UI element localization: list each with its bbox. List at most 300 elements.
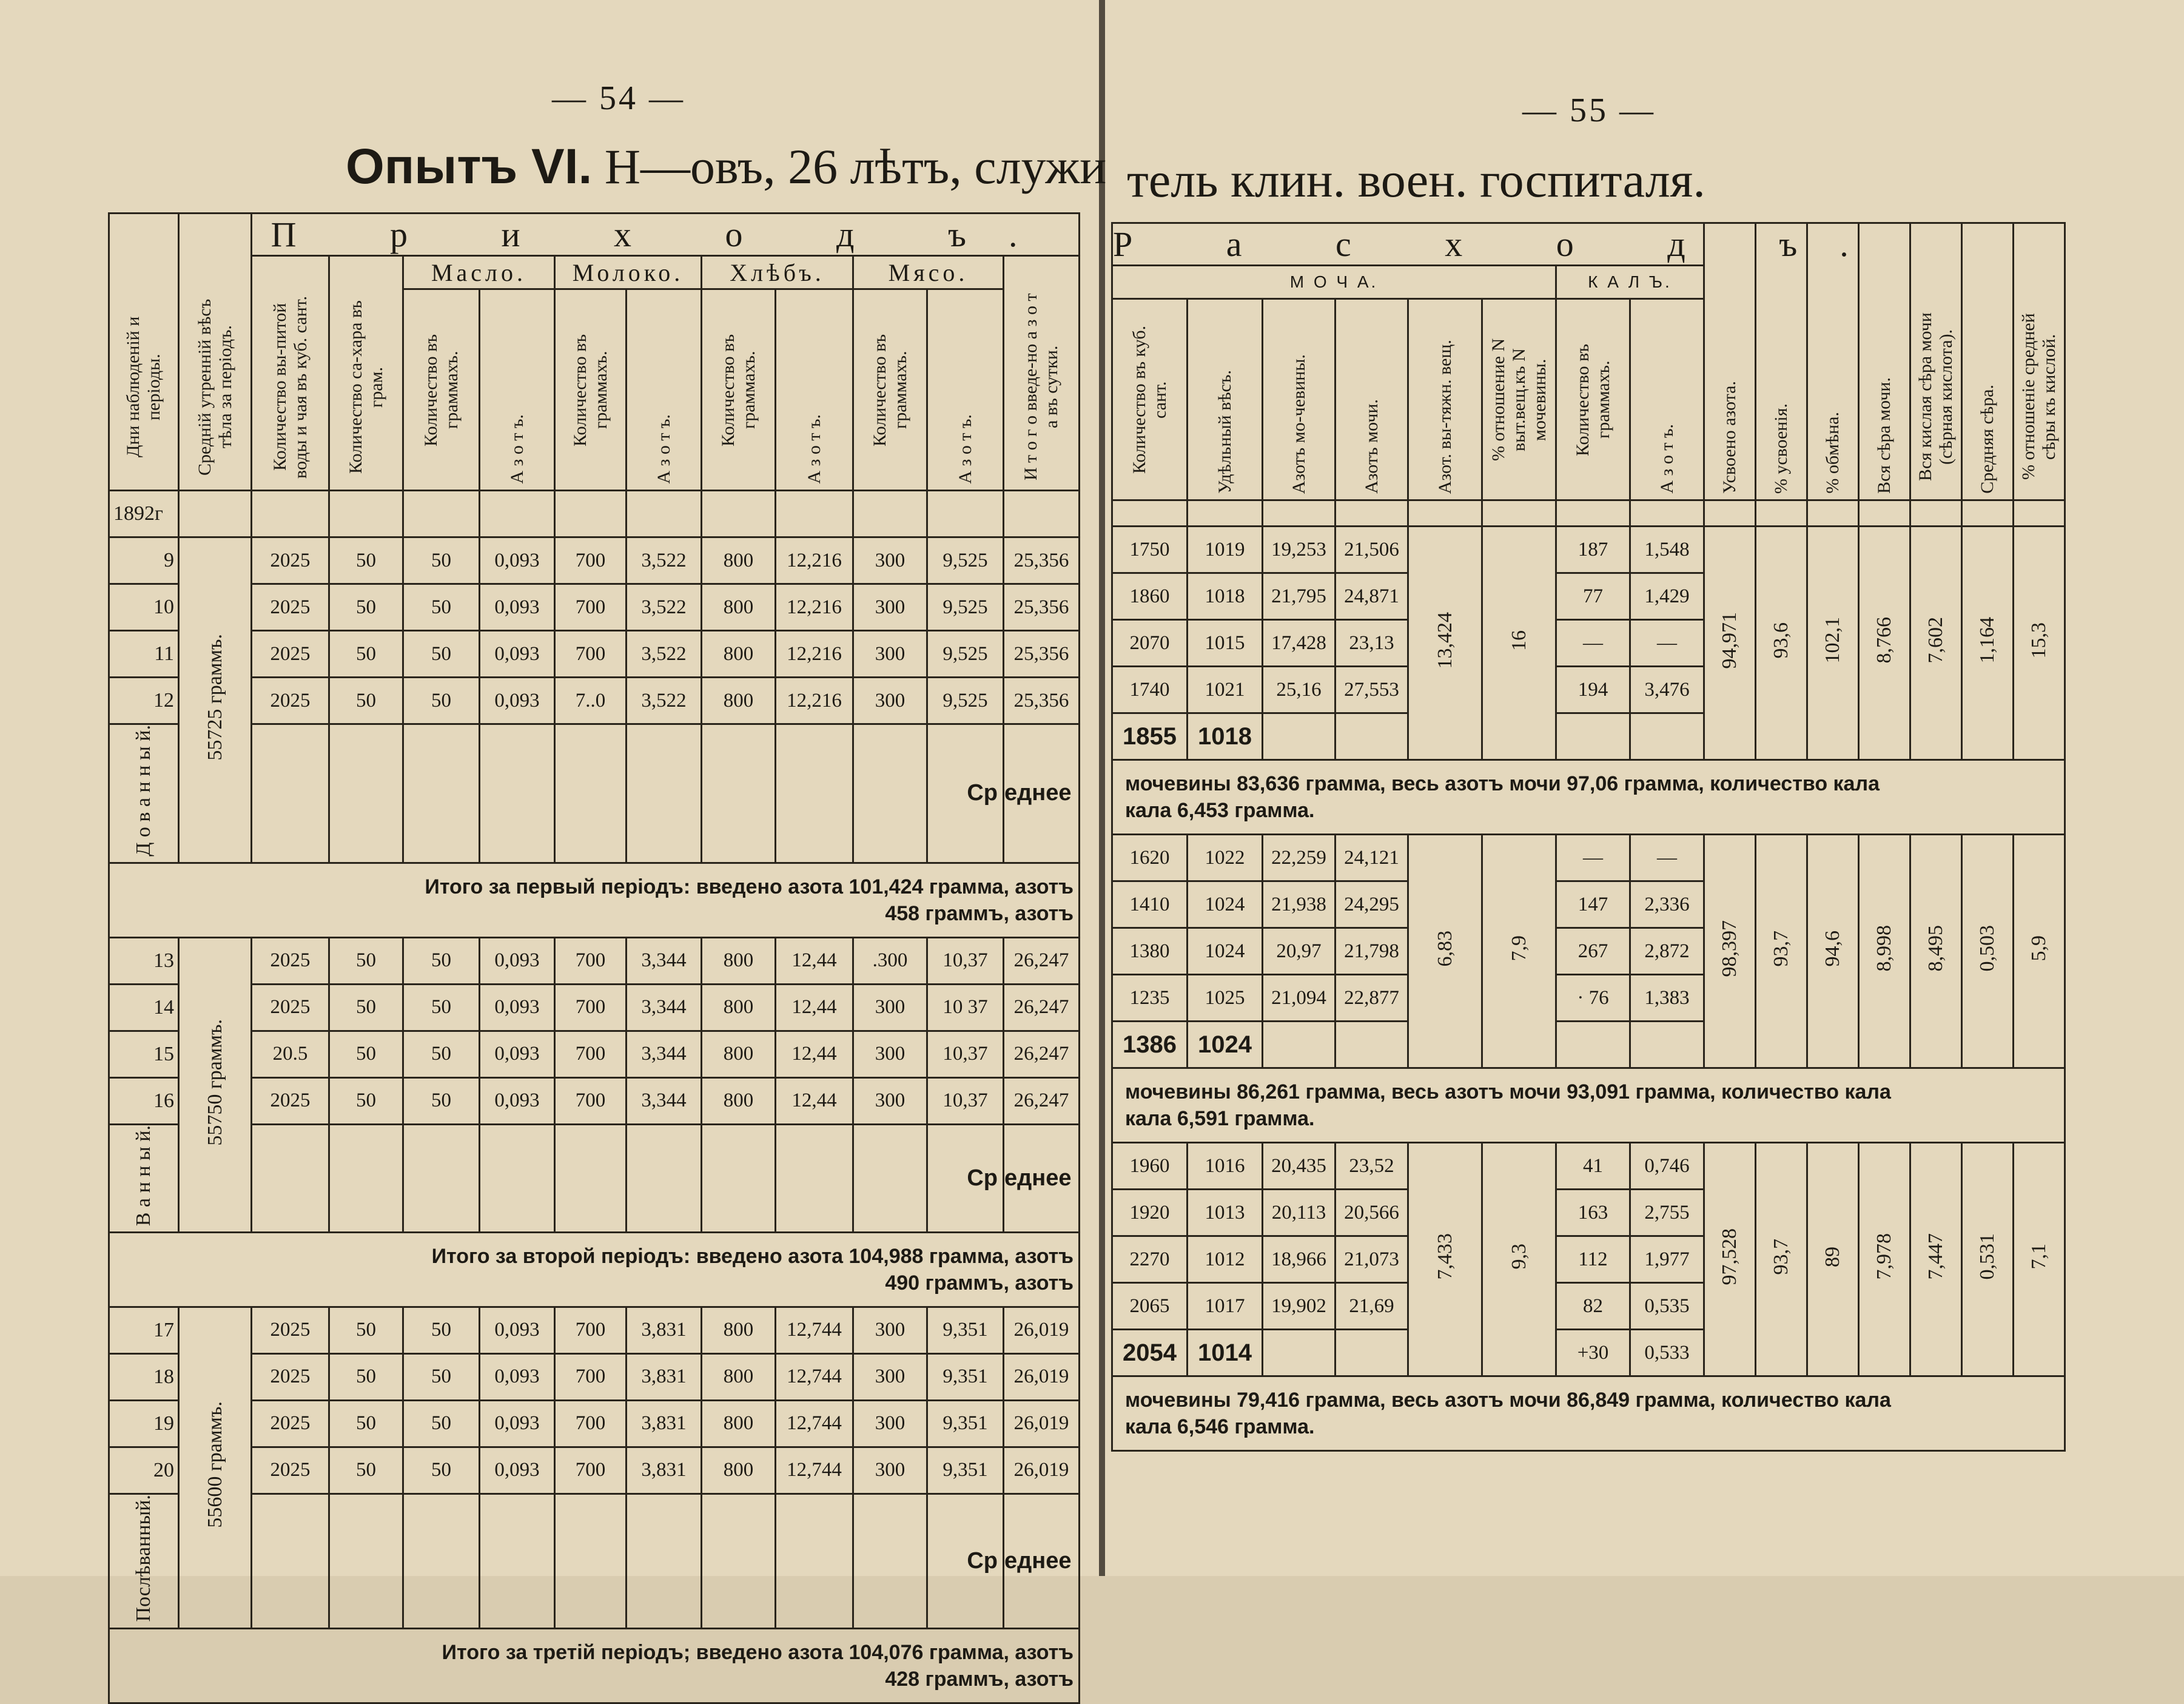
urine-cell: 27,553 (1336, 667, 1408, 713)
urine-cell: 1920 (1112, 1190, 1188, 1236)
blank-cell (776, 724, 853, 863)
blank-cell (403, 1494, 480, 1628)
summary-row (109, 863, 1080, 937)
data-cell: 300 (853, 631, 927, 678)
period-mid-sulfur (1962, 1143, 2014, 1376)
urine-cell: 1024 (1188, 881, 1263, 928)
data-cell: 2025 (252, 537, 329, 584)
data-cell: 0,093 (480, 1307, 555, 1353)
book-spine (1099, 0, 1105, 1576)
data-cell: 3,522 (627, 631, 702, 678)
data-cell: 0,093 (480, 984, 555, 1031)
data-cell: 26,019 (1004, 1307, 1080, 1353)
year-row (109, 491, 1080, 537)
summary-left-line1: Итого за третій періодъ; введено азота 104,076 грамма, азотъ (442, 1640, 1074, 1664)
data-cell: 50 (403, 537, 480, 584)
data-cell: 800 (702, 537, 776, 584)
feces-cell: 194 (1556, 667, 1630, 713)
blank-cell (1756, 500, 1807, 527)
urine-cell: 22,259 (1263, 835, 1336, 881)
summary-right (1112, 1068, 2065, 1143)
data-cell: 50 (329, 1077, 403, 1124)
data-cell: 25,356 (1004, 537, 1080, 584)
data-cell: 3,522 (627, 678, 702, 724)
urine-cell: 1016 (1188, 1143, 1263, 1190)
data-cell: 50 (403, 1307, 480, 1353)
day-cell: 13 (109, 937, 179, 984)
group-meat: Мясо. (853, 256, 1004, 289)
period-absorbed (1704, 1143, 1756, 1376)
weight-value: 55600 граммъ. (203, 1401, 226, 1529)
data-cell: 0,093 (480, 1400, 555, 1447)
col-butter-n: А з о т ъ. (480, 289, 555, 491)
average-row (109, 1124, 1080, 1232)
summary-left-line2: 428 граммъ, азотъ (885, 1667, 1074, 1691)
data-cell: 800 (702, 1031, 776, 1077)
data-cell: 3,344 (627, 937, 702, 984)
data-cell: 700 (555, 937, 627, 984)
mean-urine-qty: 2054 (1112, 1330, 1188, 1376)
blank-cell (1962, 500, 2014, 527)
summary-right-line2: кала 6,591 грамма. (1125, 1107, 1315, 1130)
summary-row (1112, 1376, 2065, 1451)
col-meat-qty: Количество въ граммахъ. (853, 289, 927, 491)
data-cell: 50 (329, 678, 403, 724)
group-feces: К А Л Ъ. (1556, 266, 1704, 299)
mean-urine-qty: 1855 (1112, 713, 1188, 760)
period-pct-ratio (2014, 835, 2065, 1068)
urine-cell: 21,69 (1336, 1283, 1408, 1330)
intake-table (108, 212, 1080, 1704)
blank-cell (702, 724, 776, 863)
urine-cell: 23,13 (1336, 620, 1408, 667)
blank-cell (252, 491, 329, 537)
data-cell: 9,525 (927, 631, 1004, 678)
year-label: 1892г (109, 491, 179, 537)
pct-ratio-value: 7,1 (2028, 1244, 2050, 1270)
feces-cell: 2,336 (1630, 881, 1704, 928)
data-cell: 0,093 (480, 1031, 555, 1077)
data-cell: 3,831 (627, 1307, 702, 1353)
feces-cell: 2,755 (1630, 1190, 1704, 1236)
blank-cell (252, 724, 329, 863)
blank-cell (403, 491, 480, 537)
data-cell: 3,344 (627, 1031, 702, 1077)
data-cell: 300 (853, 1400, 927, 1447)
col-mid-sulfur: Средняя сѣра. (1962, 223, 2014, 500)
period-pct-absorb (1756, 1143, 1807, 1376)
page-title-right: тель клин. воен. госпиталя. (1127, 152, 1705, 207)
data-cell: 26,247 (1004, 984, 1080, 1031)
blank-cell (480, 491, 555, 537)
summary-right-line1: мочевины 86,261 грамма, весь азотъ мочи 93,091 грамма, количество кала (1125, 1080, 1891, 1103)
data-cell: 9,525 (927, 584, 1004, 631)
blank-cell (1336, 1330, 1408, 1376)
blank-cell (1859, 500, 1910, 527)
data-cell: 300 (853, 984, 927, 1031)
blank-cell (776, 1494, 853, 1628)
data-cell: 50 (329, 537, 403, 584)
blank-cell (927, 491, 1004, 537)
data-cell: 9,351 (927, 1353, 1004, 1400)
data-cell: 800 (702, 631, 776, 678)
data-cell: 50 (329, 1447, 403, 1494)
data-cell: 12,216 (776, 631, 853, 678)
urine-cell: 1620 (1112, 835, 1188, 881)
period-total-sulfur (1859, 1143, 1910, 1376)
year-row-right (1112, 500, 2065, 527)
period-mid-sulfur (1962, 527, 2014, 760)
table-row (109, 984, 1080, 1031)
data-cell: 800 (702, 678, 776, 724)
col-ratio: % отношение N выт.вещ.къ N мочевины. (1482, 299, 1556, 500)
col-sugar: Количество са-хара въ грам. (329, 256, 403, 491)
acid-sulfur-value: 7,602 (1924, 617, 1947, 664)
blank-cell (1004, 491, 1080, 537)
col-days: Дни наблюденiй и перiоды. (109, 214, 179, 491)
blank-cell (480, 1124, 555, 1232)
table-row (109, 1447, 1080, 1494)
data-cell: 12,216 (776, 537, 853, 584)
feces-cell: 3,476 (1630, 667, 1704, 713)
blank-cell (1112, 500, 1188, 527)
urine-cell: 2270 (1112, 1236, 1188, 1283)
page-number-right: — 55 — (1522, 92, 1656, 129)
blank-cell (1807, 500, 1859, 527)
summary-right (1112, 1376, 2065, 1451)
col-pct-metab: % обмѣна. (1807, 223, 1859, 500)
blank-cell (555, 1124, 627, 1232)
table-row (109, 678, 1080, 724)
period-total-sulfur (1859, 835, 1910, 1068)
urine-cell: 17,428 (1263, 620, 1336, 667)
feces-cell: 1,977 (1630, 1236, 1704, 1283)
data-cell: 26,019 (1004, 1353, 1080, 1400)
period-acid-sulfur (1910, 1143, 1962, 1376)
day-cell: 11 (109, 631, 179, 678)
data-cell: 700 (555, 1307, 627, 1353)
summary-left (109, 1232, 1080, 1307)
blank-cell (1263, 500, 1336, 527)
urine-cell: 19,902 (1263, 1283, 1336, 1330)
table-row (1112, 527, 2065, 573)
day-cell: 9 (109, 537, 179, 584)
data-cell: 700 (555, 1353, 627, 1400)
extract-n-value: 6,83 (1433, 930, 1456, 967)
blank-cell (627, 1494, 702, 1628)
col-urea-n: Азотъ мо-чевины. (1263, 299, 1336, 500)
weight-cell (179, 1307, 252, 1628)
feces-cell: 187 (1556, 527, 1630, 573)
period-ratio (1482, 835, 1556, 1068)
blank-cell (853, 1124, 927, 1232)
data-cell: 9,351 (927, 1400, 1004, 1447)
summary-left (109, 1628, 1080, 1703)
mean-urine-qty: 1386 (1112, 1022, 1188, 1068)
col-bread-qty: Количество въ граммахъ. (702, 289, 776, 491)
mean-spec-grav: 1014 (1188, 1330, 1263, 1376)
feces-cell: 0,746 (1630, 1143, 1704, 1190)
day-cell: 18 (109, 1353, 179, 1400)
blank-cell (1910, 500, 1962, 527)
urine-cell: 1012 (1188, 1236, 1263, 1283)
data-cell: 50 (329, 584, 403, 631)
blank-cell (1336, 713, 1408, 760)
feces-cell: 1,548 (1630, 527, 1704, 573)
urine-cell: 19,253 (1263, 527, 1336, 573)
period-extract-n (1408, 527, 1482, 760)
period-pct-absorb (1756, 527, 1807, 760)
data-cell: 2025 (252, 937, 329, 984)
data-cell: 3,344 (627, 984, 702, 1031)
data-cell: 700 (555, 984, 627, 1031)
summary-left-line1: Итого за первый періодъ: введено азота 101,424 грамма, азотъ (425, 875, 1074, 898)
blank-cell (1188, 500, 1263, 527)
data-cell: 12,744 (776, 1307, 853, 1353)
period-mid-sulfur (1962, 835, 2014, 1068)
data-cell: 300 (853, 678, 927, 724)
urine-cell: 1860 (1112, 573, 1188, 620)
extract-n-value: 13,424 (1433, 611, 1456, 669)
blank-cell (702, 1494, 776, 1628)
data-cell: 0,093 (480, 1077, 555, 1124)
blank-cell (853, 724, 927, 863)
data-cell: 12,744 (776, 1447, 853, 1494)
urine-cell: 2065 (1112, 1283, 1188, 1330)
summary-right-line2: кала 6,453 грамма. (1125, 799, 1315, 822)
col-bread-n: А з о т ъ. (776, 289, 853, 491)
data-cell: 300 (853, 1353, 927, 1400)
summary-left (109, 863, 1080, 937)
data-cell: 9,351 (927, 1307, 1004, 1353)
page-number-left: — 54 — (552, 79, 685, 117)
pct-metab-value: 89 (1821, 1246, 1844, 1267)
blank-cell (627, 724, 702, 863)
period-extract-n (1408, 1143, 1482, 1376)
data-cell: 26,247 (1004, 1077, 1080, 1124)
ratio-value: 16 (1507, 630, 1530, 651)
feces-cell: 77 (1556, 573, 1630, 620)
mean-feces-qty: +30 (1556, 1330, 1630, 1376)
blank-cell (702, 1124, 776, 1232)
col-pct-absorb: % усвоенія. (1756, 223, 1807, 500)
title-text-left: Н—овъ, 26 лѣтъ, служи (592, 139, 1107, 194)
mean-spec-grav: 1024 (1188, 1022, 1263, 1068)
period-name-cell (109, 724, 179, 863)
data-cell: 26,019 (1004, 1447, 1080, 1494)
blank-cell (555, 724, 627, 863)
data-cell: 50 (329, 631, 403, 678)
blank-cell (1556, 500, 1630, 527)
average-label-a: Ср (927, 1124, 1004, 1232)
data-cell: 700 (555, 1400, 627, 1447)
urine-cell: 22,877 (1336, 975, 1408, 1022)
col-urine-n: Азотъ мочи. (1336, 299, 1408, 500)
urine-cell: 1750 (1112, 527, 1188, 573)
data-cell: 0,093 (480, 678, 555, 724)
data-cell: 2025 (252, 1077, 329, 1124)
col-milk-qty: Количество въ граммахъ. (555, 289, 627, 491)
data-cell: 800 (702, 1353, 776, 1400)
data-cell: 50 (403, 1077, 480, 1124)
pct-ratio-value: 5,9 (2028, 935, 2050, 961)
blank-cell (1630, 500, 1704, 527)
table-row (109, 1031, 1080, 1077)
blank-cell (480, 1494, 555, 1628)
data-cell: 700 (555, 631, 627, 678)
total-sulfur-value: 7,978 (1873, 1233, 1895, 1280)
period-name-cell (109, 1124, 179, 1232)
weight-cell (179, 537, 252, 863)
urine-cell: 1960 (1112, 1143, 1188, 1190)
weight-value: 55750 граммъ. (203, 1019, 226, 1146)
urine-cell: 24,121 (1336, 835, 1408, 881)
group-butter: Масло. (403, 256, 555, 289)
period-acid-sulfur (1910, 835, 1962, 1068)
data-cell: 50 (329, 1031, 403, 1077)
table-row (1112, 835, 2065, 881)
blank-cell (1336, 500, 1408, 527)
blank-cell (329, 1494, 403, 1628)
data-cell: 50 (403, 1447, 480, 1494)
blank-cell (853, 1494, 927, 1628)
summary-right-line1: мочевины 79,416 грамма, весь азотъ мочи 86,849 грамма, количество кала (1125, 1389, 1891, 1412)
data-cell: 0,093 (480, 584, 555, 631)
blank-cell (403, 1124, 480, 1232)
blank-cell (1263, 1022, 1336, 1068)
data-cell: 26,247 (1004, 937, 1080, 984)
blank-cell (329, 1124, 403, 1232)
data-cell: 2025 (252, 678, 329, 724)
period-name: Послѣванный. (132, 1494, 155, 1622)
data-cell: 2025 (252, 1353, 329, 1400)
data-cell: 50 (329, 1400, 403, 1447)
group-urine: М О Ч А. (1112, 266, 1556, 299)
urine-cell: 1017 (1188, 1283, 1263, 1330)
period-pct-metab (1807, 527, 1859, 760)
data-cell: 12,44 (776, 937, 853, 984)
period-ratio (1482, 527, 1556, 760)
feces-cell: — (1630, 835, 1704, 881)
urine-cell: 2070 (1112, 620, 1188, 667)
mid-sulfur-value: 1,164 (1976, 617, 1998, 664)
blank-cell (329, 724, 403, 863)
data-cell: 700 (555, 1077, 627, 1124)
data-cell: 12,44 (776, 984, 853, 1031)
absorbed-value: 94,971 (1718, 611, 1741, 669)
pct-ratio-value: 15,3 (2028, 622, 2050, 659)
data-cell: 300 (853, 1031, 927, 1077)
period-name: Д о в а н н ы й. (132, 725, 155, 857)
group-milk: Молоко. (555, 256, 702, 289)
data-cell: 300 (853, 1307, 927, 1353)
data-cell: 800 (702, 937, 776, 984)
period-name-cell (109, 1494, 179, 1628)
data-cell: 0,093 (480, 937, 555, 984)
table-row (109, 1353, 1080, 1400)
period-extract-n (1408, 835, 1482, 1068)
urine-cell: 20,97 (1263, 928, 1336, 975)
urine-cell: 1235 (1112, 975, 1188, 1022)
urine-cell: 1019 (1188, 527, 1263, 573)
col-spec-grav: Удѣльный вѣсъ. (1188, 299, 1263, 500)
pct-absorb-value: 93,7 (1770, 930, 1792, 967)
data-cell: 10,37 (927, 1077, 1004, 1124)
summary-row (109, 1628, 1080, 1703)
col-feces-qty: Количество въ граммахъ. (1556, 299, 1630, 500)
data-cell: 50 (403, 937, 480, 984)
data-cell: 700 (555, 1031, 627, 1077)
data-cell: 12,744 (776, 1353, 853, 1400)
data-cell: 50 (329, 1307, 403, 1353)
mean-feces-qty (1556, 713, 1630, 760)
mean-spec-grav: 1018 (1188, 713, 1263, 760)
col-butter-qty: Количество въ граммахъ. (403, 289, 480, 491)
mid-sulfur-value: 0,503 (1976, 925, 1998, 972)
feces-cell: 82 (1556, 1283, 1630, 1330)
data-cell: 0,093 (480, 1353, 555, 1400)
data-cell: 800 (702, 1307, 776, 1353)
blank-cell (179, 491, 252, 537)
group-bread: Хлѣбъ. (702, 256, 853, 289)
data-cell: 9,525 (927, 537, 1004, 584)
data-cell: 3,831 (627, 1353, 702, 1400)
urine-cell: 21,795 (1263, 573, 1336, 620)
data-cell: 50 (403, 1400, 480, 1447)
data-cell: 12,216 (776, 678, 853, 724)
day-cell: 12 (109, 678, 179, 724)
data-cell: 800 (702, 1077, 776, 1124)
col-weight: Средній утренній вѣсъ тѣла за періодъ. (179, 214, 252, 491)
pct-metab-value: 102,1 (1821, 617, 1844, 664)
urine-cell: 21,073 (1336, 1236, 1408, 1283)
data-cell: 300 (853, 1447, 927, 1494)
col-total-sulfur: Вся сѣра мочи. (1859, 223, 1910, 500)
table-row (109, 1307, 1080, 1353)
feces-cell: — (1556, 620, 1630, 667)
col-acid-sulfur: Вся кислая сѣра мочи (сѣрная кислота). (1910, 223, 1962, 500)
urine-cell: 20,566 (1336, 1190, 1408, 1236)
experiment-label: Опытъ VI. (346, 139, 593, 194)
period-absorbed (1704, 835, 1756, 1068)
feces-cell: 112 (1556, 1236, 1630, 1283)
urine-cell: 1024 (1188, 928, 1263, 975)
feces-cell: 2,872 (1630, 928, 1704, 975)
data-cell: 50 (403, 631, 480, 678)
day-cell: 14 (109, 984, 179, 1031)
feces-cell: — (1630, 620, 1704, 667)
feces-cell: 267 (1556, 928, 1630, 975)
average-label-b: еднее (1004, 1124, 1080, 1232)
blank-cell (403, 724, 480, 863)
blank-cell (627, 491, 702, 537)
data-cell: 300 (853, 1077, 927, 1124)
table-row (109, 1400, 1080, 1447)
data-cell: 50 (403, 584, 480, 631)
urine-cell: 18,966 (1263, 1236, 1336, 1283)
day-cell: 16 (109, 1077, 179, 1124)
period-acid-sulfur (1910, 527, 1962, 760)
urine-cell: 21,798 (1336, 928, 1408, 975)
blank-cell (252, 1494, 329, 1628)
day-cell: 10 (109, 584, 179, 631)
table-row (109, 1077, 1080, 1124)
blank-cell (329, 491, 403, 537)
data-cell: 50 (329, 1353, 403, 1400)
data-cell: 50 (329, 937, 403, 984)
data-cell: 300 (853, 537, 927, 584)
mean-feces-n (1630, 1022, 1704, 1068)
